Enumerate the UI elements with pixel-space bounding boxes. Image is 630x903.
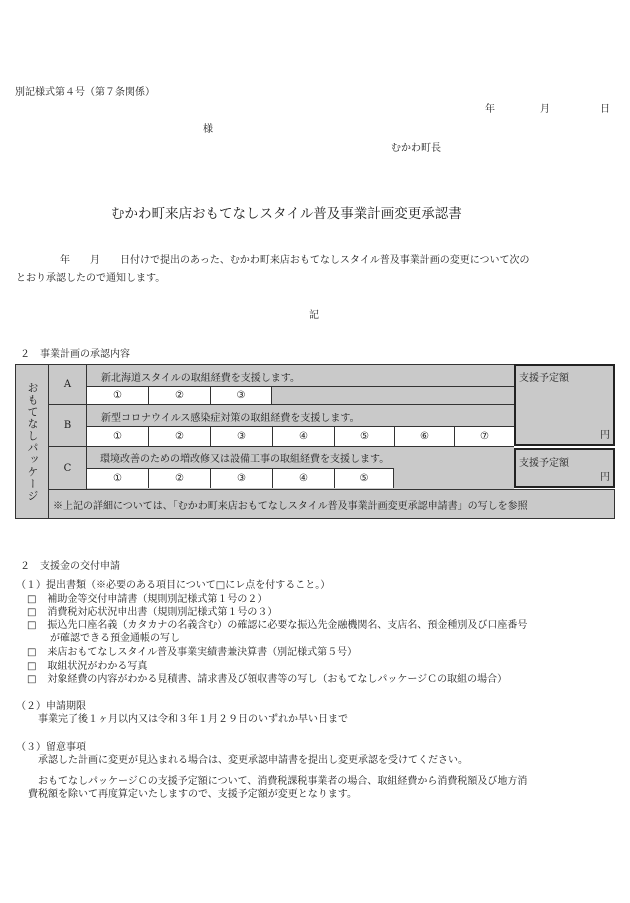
row-a-circle-3: ③: [210, 386, 272, 404]
support-amount-ab-box: [514, 364, 615, 446]
checkbox-icon[interactable]: □: [27, 674, 37, 685]
section-approval-heading: ２ 事業計画の承認内容: [20, 349, 130, 360]
notes-text-1: 承認した計画に変更が見込まれる場合は、変更承認申請書を提出し変更承認を受けてください。: [38, 755, 468, 766]
row-c-letter: C: [48, 446, 86, 489]
doc-item-6-label: 対象経費の内容がわかる見積書、請求書及び領収書等の写し（おもてなしパッケージＣの取組の場合）: [47, 674, 508, 685]
document-title: むかわ町来店おもてなしスタイル普及事業計画変更承認書: [111, 206, 462, 222]
row-b-circle-6: ⑥: [394, 426, 454, 446]
row-c-circle-2: ②: [148, 468, 210, 488]
date-year-label: 年: [485, 104, 495, 115]
notes-text-2b: 費税額を除いて再度算定いたしますので、支援予定額が変更となります。: [28, 789, 357, 800]
doc-item-3-continuation: が確認できる預金通帳の写し: [50, 633, 180, 644]
row-b-letter: B: [48, 404, 86, 446]
section-application-heading: ２ 支援金の交付申請: [20, 561, 120, 572]
doc-item-1-label: 補助金等交付申請書（規則別記様式第１号の２）: [47, 594, 268, 605]
package-label-cell: [15, 364, 48, 519]
deadline-text: 事業完了後１ヶ月以内又は令和３年１月２９日のいずれか早い日まで: [38, 714, 348, 725]
date-day-label: 日: [600, 104, 610, 115]
row-b-circle-5: ⑤: [334, 426, 394, 446]
row-a-circle-2: ②: [148, 386, 210, 404]
support-amount-c-label: 支援予定額: [519, 458, 569, 469]
doc-item-6: [27, 670, 507, 685]
submission-docs-heading: （１）提出書類（※必要のある項目について□にレ点を付すること。）: [16, 580, 331, 591]
row-b-text: 新型コロナウイルス感染症対策の取組経費を支援します。: [86, 404, 514, 426]
row-b-circle-3: ③: [210, 426, 272, 446]
checkbox-icon[interactable]: □: [27, 594, 37, 605]
issuer-name: むかわ町長: [391, 143, 441, 154]
row-b-circle-7: ⑦: [454, 426, 514, 446]
support-amount-ab-label: 支援予定額: [519, 373, 569, 384]
approval-table: [15, 364, 615, 520]
intro-line-2: とおり承認したので通知します。: [16, 273, 166, 284]
row-c-text: 環境改善のための増改修又は設備工事の取組経費を支援します。: [100, 454, 390, 465]
notes-heading: （３）留意事項: [16, 742, 86, 753]
notes-text-2a: おもてなしパッケージＣの支援予定額について、消費税課税事業者の場合、取組経費から消費税額及び地方消: [38, 776, 528, 787]
intro-line-1: 年 月 日付けで提出のあった、むかわ町来店おもてなしスタイル普及事業計画の変更について次の: [40, 255, 530, 266]
row-c-circle-4: ④: [272, 468, 334, 488]
doc-item-2-label: 消費税対応状況申出書（規則別記様式第１号の３）: [47, 607, 278, 618]
doc-item-4: [27, 643, 357, 658]
row-a-circle-1: ①: [86, 386, 148, 404]
support-amount-c-yen: 円: [600, 472, 610, 483]
row-b-circle-1: ①: [86, 426, 148, 446]
addressee-suffix: 様: [203, 124, 213, 135]
doc-item-3-label: 振込先口座名義（カタカナの名義含む）の確認に必要な振込先金融機関名、支店名、預金種別及び口座番号: [47, 620, 528, 631]
ki-heading: 記: [309, 310, 319, 321]
checkbox-icon[interactable]: □: [27, 620, 37, 631]
doc-item-5-label: 取組状況がわかる写真: [47, 661, 148, 672]
form-number: 別記様式第４号（第７条関係）: [15, 87, 155, 98]
checkbox-icon[interactable]: □: [27, 647, 37, 658]
deadline-heading: （２）申請期限: [16, 701, 86, 712]
support-amount-c-box: [514, 448, 615, 488]
support-amount-ab-yen: 円: [600, 430, 610, 441]
date-month-label: 月: [540, 104, 550, 115]
checkbox-icon[interactable]: □: [27, 661, 37, 672]
row-c-circle-1: ①: [86, 468, 148, 488]
checkbox-icon[interactable]: □: [27, 607, 37, 618]
row-a-letter: A: [48, 364, 86, 404]
row-a-text: 新北海道スタイルの取組経費を支援します。: [86, 364, 514, 386]
package-label: おもてなしパッケージ: [26, 381, 39, 502]
row-c-circle-5: ⑤: [334, 468, 394, 488]
row-b-circle-4: ④: [272, 426, 334, 446]
row-b-circle-2: ②: [148, 426, 210, 446]
doc-item-4-label: 来店おもてなしスタイル普及事業実績書兼決算書（別記様式第５号）: [47, 647, 358, 658]
row-c-circle-3: ③: [210, 468, 272, 488]
approval-note: ※上記の詳細については、「むかわ町来店おもてなしスタイル普及事業計画変更承認申請書」の写しを参照: [48, 489, 615, 519]
